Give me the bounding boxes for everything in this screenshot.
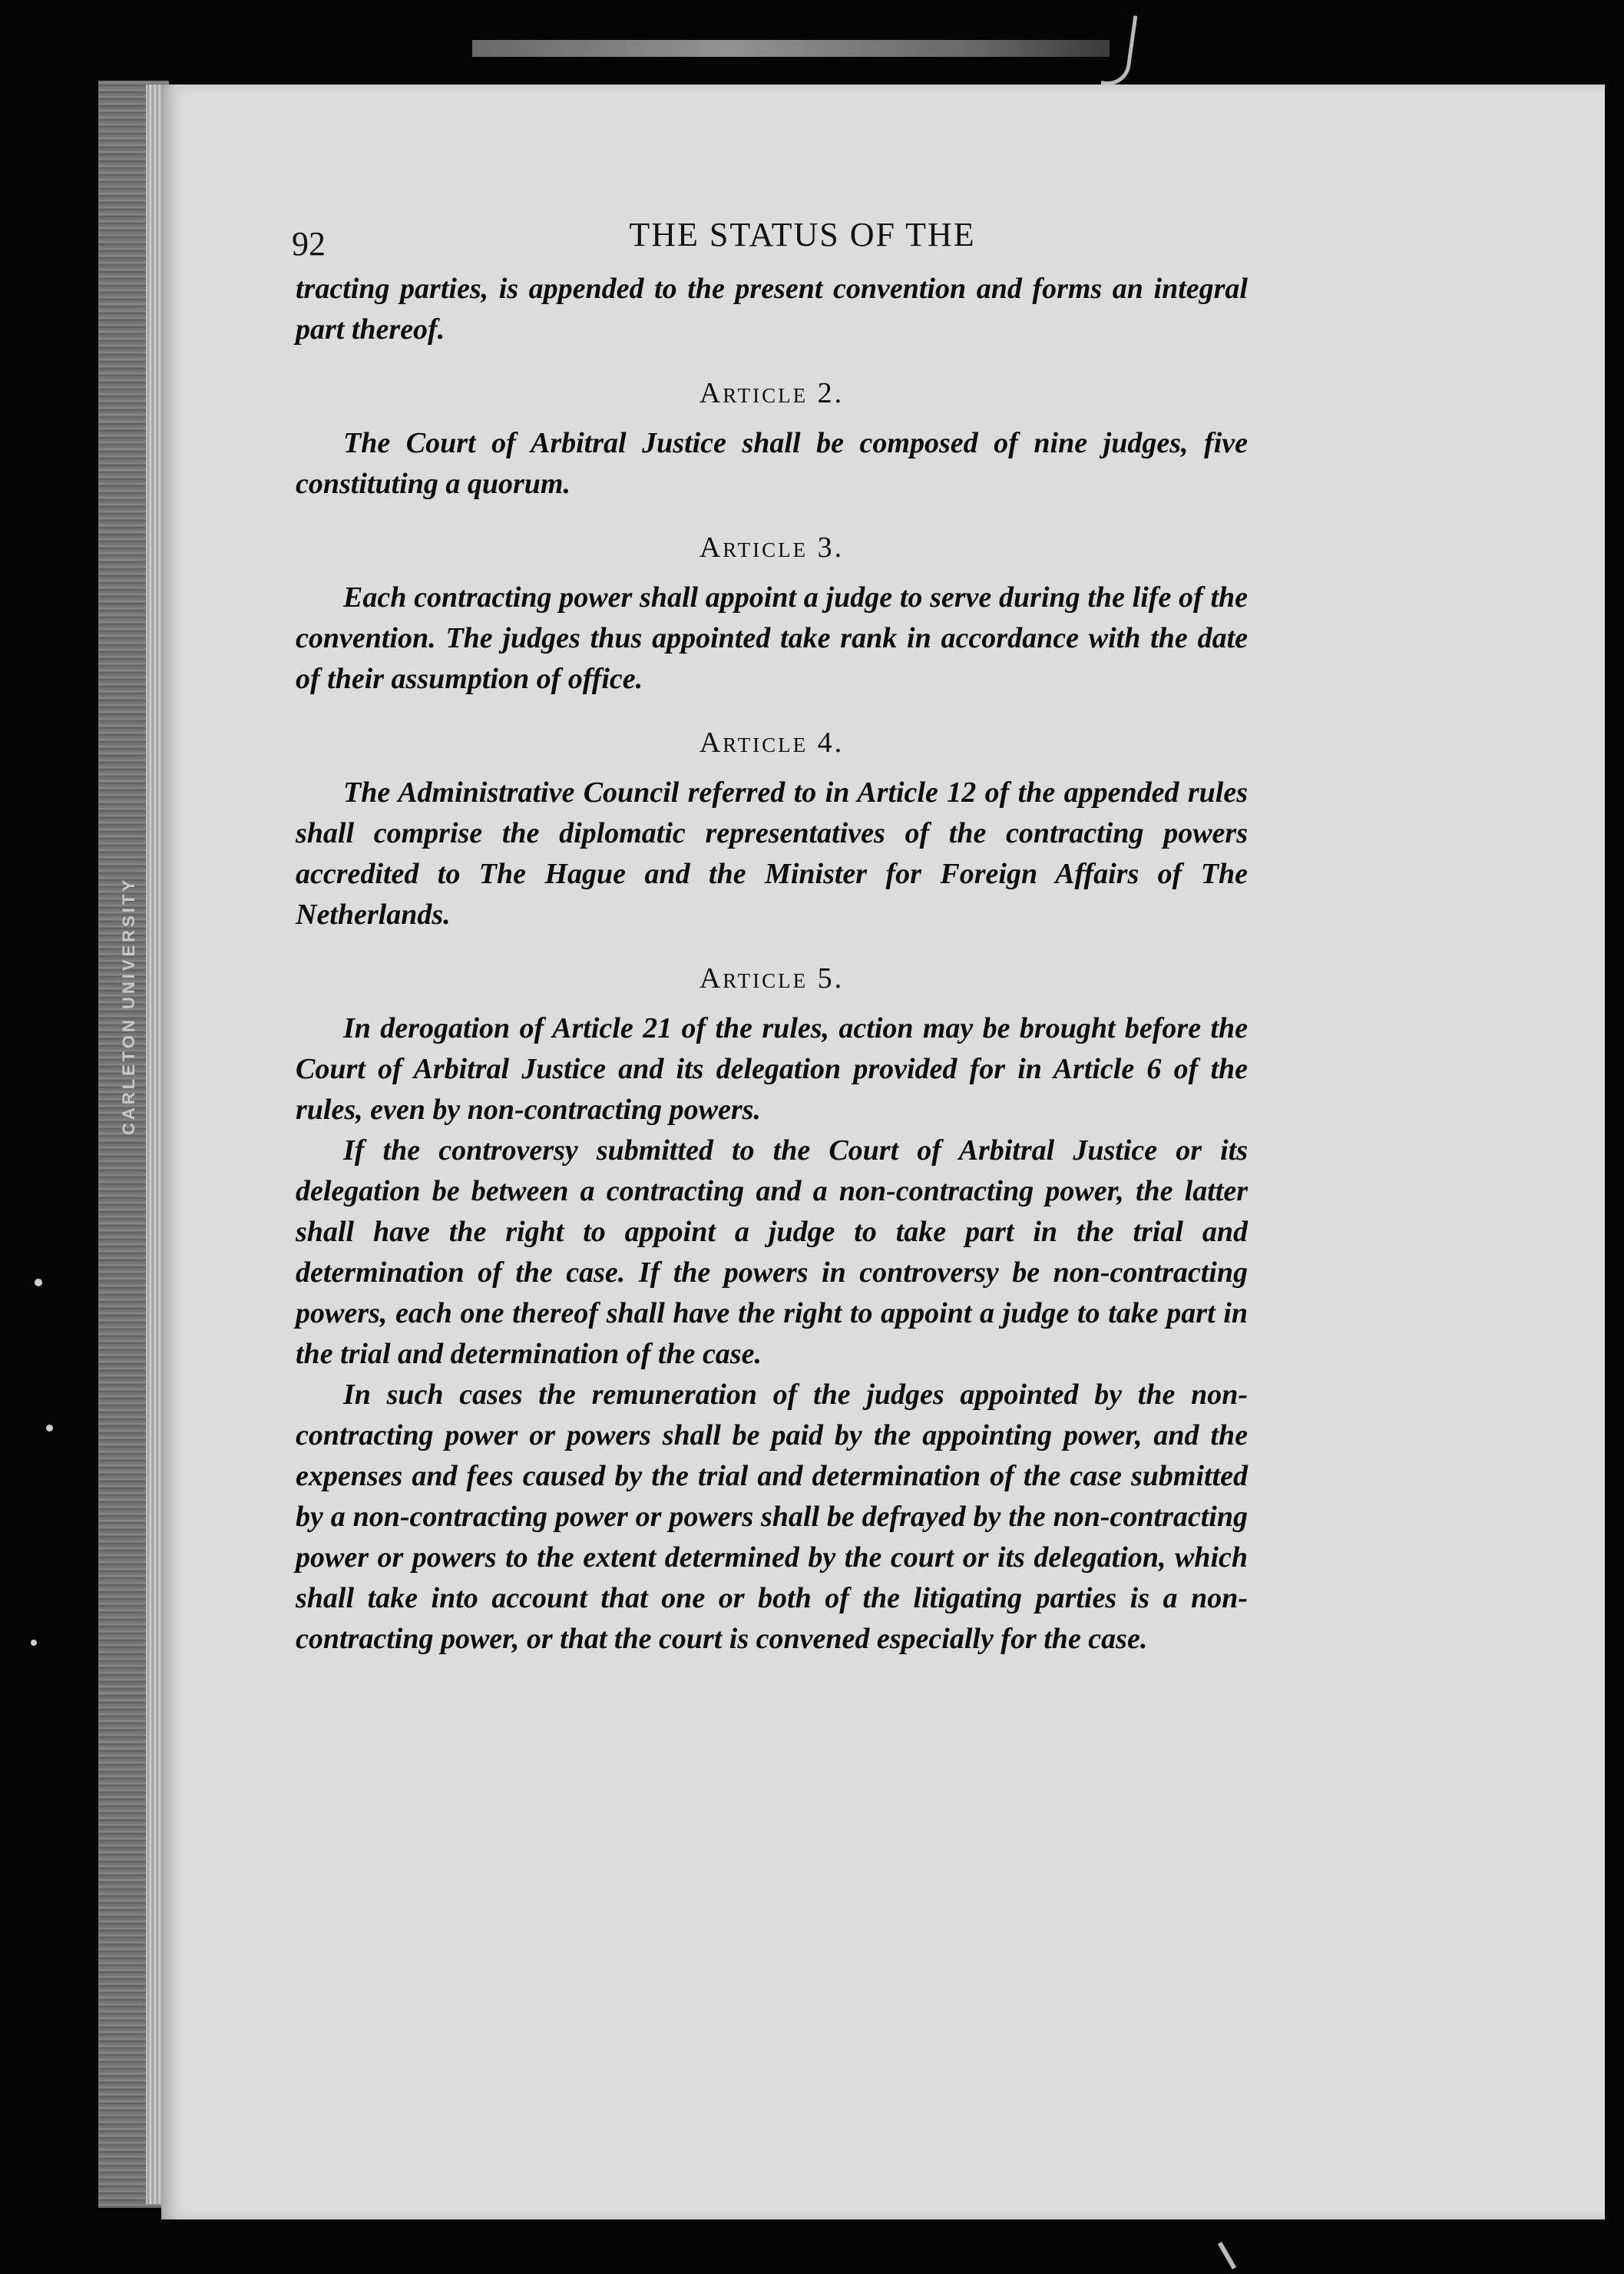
scan-speck xyxy=(35,1279,42,1286)
spacer xyxy=(296,935,1248,958)
running-head-title: THE STATUS OF THE xyxy=(629,216,976,253)
spacer xyxy=(296,350,1248,373)
body-paragraph: Each contracting power shall appoint a judge to serve during the life of the convention. The judges thus appointed take rank in accordance with the date of their assumption of office. xyxy=(296,581,1248,695)
article-heading: Article 2. xyxy=(699,377,845,409)
scan-scratch xyxy=(1218,2242,1236,2269)
spacer xyxy=(296,763,1248,773)
spacer xyxy=(296,568,1248,578)
page-body xyxy=(296,269,1248,1660)
page-number: 92 xyxy=(292,225,326,263)
spacer xyxy=(296,414,1248,423)
spine-stamp-text: CARLETON UNIVERSITY xyxy=(119,877,138,1135)
spacer xyxy=(296,999,1248,1008)
body-paragraph: tracting parties, is appended to the present convention and forms an integral part thereof. xyxy=(296,273,1248,346)
spacer xyxy=(296,505,1248,528)
body-paragraph: If the controversy submitted to the Court of Arbitral Justice or its delegation be between a contracting and a non-contracting power, the latter shall have the right to appoint a judge to take part in the trial and determination of the case. If the powers in controversy be non-contracting powers, each one thereof shall have the right to appoint a judge to take part in the trial and determination of the case. xyxy=(296,1134,1248,1370)
article-heading: Article 4. xyxy=(699,727,845,759)
article-heading: Article 5. xyxy=(699,962,845,995)
scan-clip-mark xyxy=(1101,12,1138,88)
body-paragraph: In such cases the remuneration of the judges appointed by the non-contracting power or powers shall be paid by the appointing power, and the expenses and fees caused by the trial and determination of the case submitted by a non-contracting power or powers shall be defrayed by the non-contracting power or powers to the extent determined by the court or its delegation, which shall take into account that one or both of the litigating parties is a non-contracting power, or that the court is convened especially for the case. xyxy=(296,1379,1248,1655)
running-head xyxy=(292,215,1313,276)
body-paragraph: The Administrative Council referred to in Article 12 of the appended rules shall comprise the diplomatic representatives of the contracting powers accredited to The Hague and the Minister for Foreign Affairs of The Netherlands. xyxy=(296,776,1248,931)
spacer xyxy=(296,700,1248,723)
body-paragraph: In derogation of Article 21 of the rules, action may be brought before the Court of Arbitral Justice and its delegation provided for in Article 6 of the rules, even by non-contracting powers. xyxy=(296,1012,1248,1126)
scan-speck xyxy=(46,1425,53,1432)
scan-top-strip xyxy=(472,40,1110,57)
body-paragraph: The Court of Arbitral Justice shall be composed of nine judges, five constituting a quorum. xyxy=(296,427,1248,500)
scan-speck xyxy=(31,1640,37,1646)
article-heading: Article 3. xyxy=(699,531,845,564)
